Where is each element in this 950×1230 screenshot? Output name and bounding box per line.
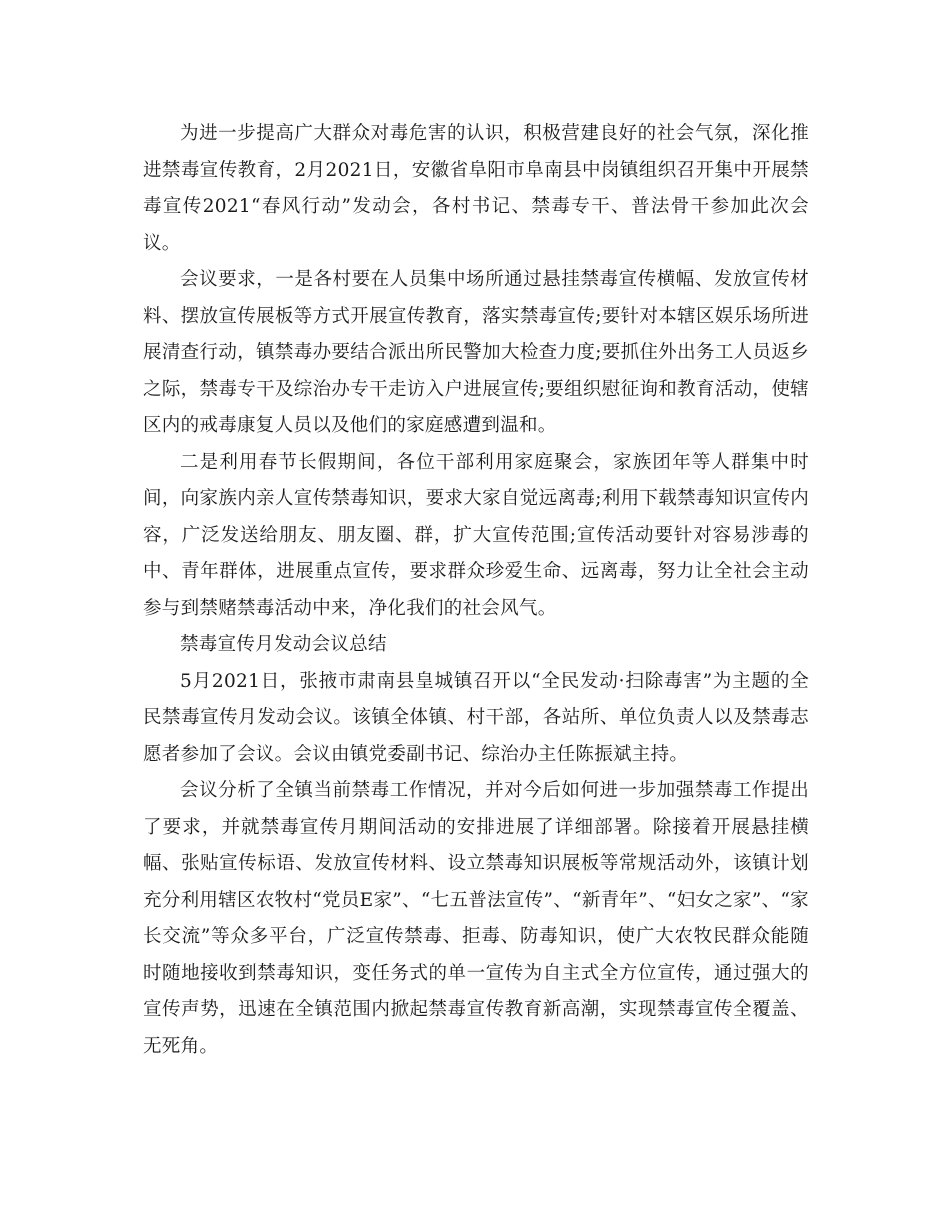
section-title: 禁毒宣传月发动会议总结 [180, 634, 387, 655]
paragraph-meeting-requirements: 会议要求，一是各村要在人员集中场所通过悬挂禁毒宣传横幅、发放宣传材料、摆放宣传展板等方式开展宣传教育，落实禁毒宣传;要针对本辖区娱乐场所进展清查行动，镇禁毒办要结合派出所民警加大检查力度;要抓住外出务工人员返乡之际，禁毒专干及综治办专干走访入户进展宣传;要组织慰征询和教育活动，使辖区内的戒毒康复人员以及他们的家庭感遭到温和。 [143, 269, 809, 436]
paragraph-spring-festival: 二是利用春节长假期间，各位干部利用家庭聚会，家族团年等人群集中时间，向家族内亲人宣传禁毒知识，要求大家自觉远离毒;利用下载禁毒知识宣传内容，广泛发送给朋友、朋友圈、群，扩大宣传范围;宣传活动要针对容易涉毒的中、青年群体，进展重点宣传，要求群众珍爱生命、远离毒，努力让全社会主动参与到禁赌禁毒活动中来，净化我们的社会风气。 [143, 451, 809, 619]
paragraph-intro: 为进一步提高广大群众对毒危害的认识，积极营建良好的社会气氛，深化推进禁毒宣传教育，2月2021日，安徽省阜阳市阜南县中岗镇组织召开集中开展禁毒宣传2021“春风行动”发动会，各村书记、禁毒专干、普法骨干参加此次会议。 [143, 123, 809, 254]
paragraph-mobilization-meeting: 5月2021日，张掖市肃南县皇城镇召开以“全民发动·扫除毒害”为主题的全民禁毒宣传月发动会议。该镇全体镇、村干部，各站所、单位负责人以及禁毒志愿者参加了会议。会议由镇党委副书记、综治办主任陈振斌主持。 [143, 670, 809, 765]
document-body [143, 116, 809, 1065]
paragraph-meeting-analysis: 会议分析了全镇当前禁毒工作情况，并对今后如何进一步加强禁毒工作提出了要求，并就禁毒宣传月期间活动的安排进展了详细部署。除接着开展悬挂横幅、张贴宣传标语、发放宣传材料、设立禁毒知识展板等常规活动外，该镇计划充分利用辖区农牧村“党员E家”、“七五普法宣传”、“新青年”、“妇女之家”、“家长交流”等众多平台，广泛宣传禁毒、拒毒、防毒知识，使广大农牧民群众能随时随地接收到禁毒知识，变任务式的单一宣传为自主式全方位宣传，通过强大的宣传声势，迅速在全镇范围内掀起禁毒宣传教育新高潮，实现禁毒宣传全覆盖、无死角。 [143, 780, 809, 1057]
